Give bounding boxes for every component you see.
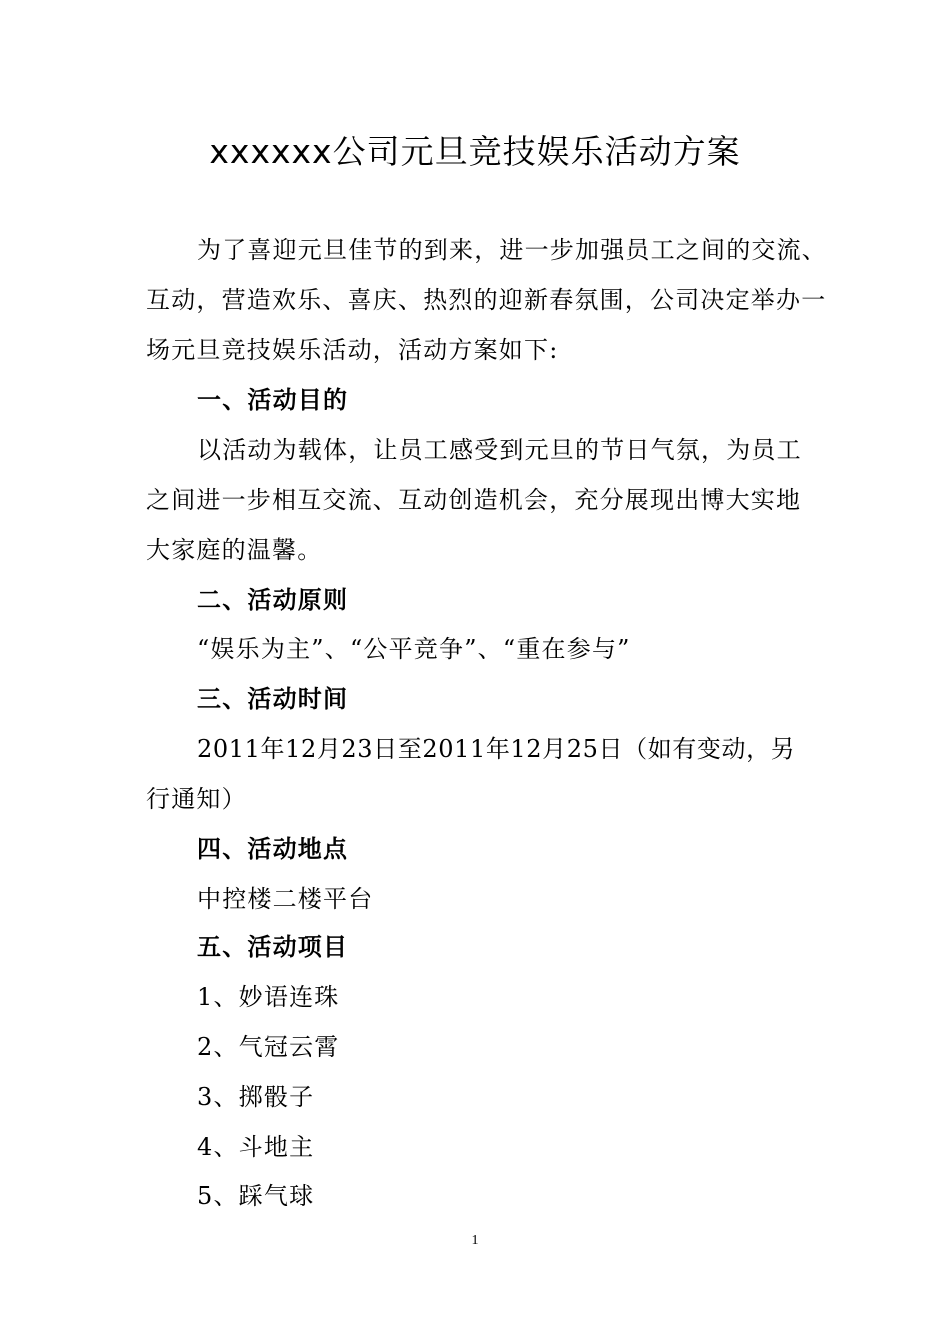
document-title: xxxxxx公司元旦竞技娱乐活动方案 [209,132,741,171]
section-heading-principle: 二、活动原则 [197,585,349,614]
activity-item: 1、妙语连珠 [197,983,340,1011]
section-heading-activities: 五、活动项目 [197,932,349,961]
principle-line: “娱乐为主”、“公平竞争”、“重在参与” [197,635,631,663]
page-number: 1 [471,1233,479,1248]
section-heading-location: 四、活动地点 [197,834,349,863]
activity-item: 3、掷骰子 [197,1083,315,1111]
time-line-2: 行通知） [146,785,247,813]
activity-item: 4、斗地主 [197,1133,315,1161]
purpose-line-2: 之间进一步相互交流、互动创造机会，充分展现出博大实地 [146,486,802,514]
section-heading-time: 三、活动时间 [197,684,349,713]
activity-item: 5、踩气球 [197,1182,315,1210]
intro-line-1: 为了喜迎元旦佳节的到来，进一步加强员工之间的交流、 [197,236,827,264]
intro-line-3: 场元旦竞技娱乐活动，活动方案如下: [146,336,559,364]
purpose-line-3: 大家庭的温馨。 [146,536,323,564]
intro-line-2: 互动，营造欢乐、喜庆、热烈的迎新春氛围，公司决定举办一 [146,286,827,314]
location-line: 中控楼二楼平台 [197,885,374,913]
section-heading-purpose: 一、活动目的 [197,385,349,414]
purpose-line-1: 以活动为载体，让员工感受到元旦的节日气氛，为员工 [197,436,802,464]
activity-item: 2、气冠云霄 [197,1033,340,1061]
time-line-1: 2011年12月23日至2011年12月25日（如有变动，另 [197,735,796,763]
